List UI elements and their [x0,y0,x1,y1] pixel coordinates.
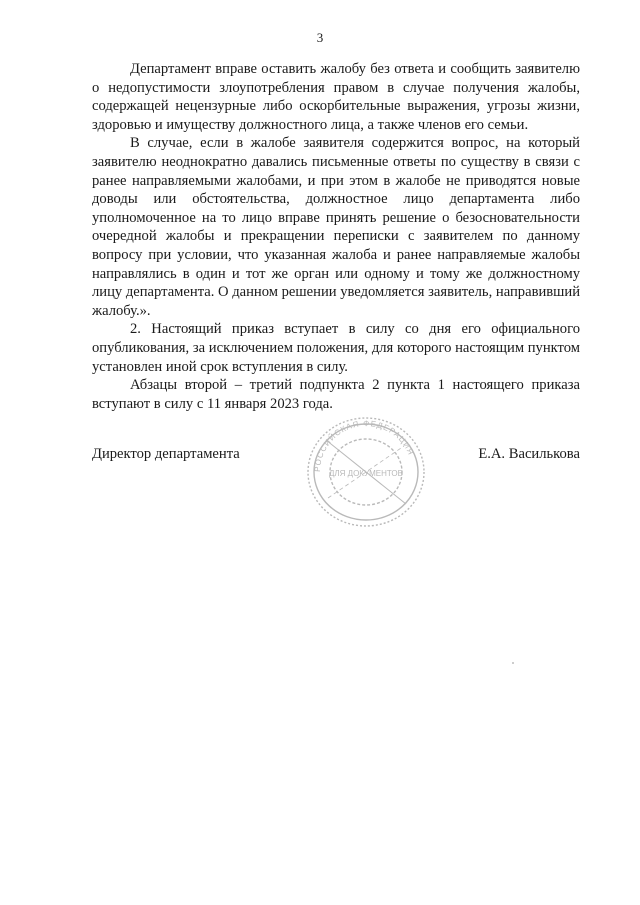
page-number: 3 [316,30,324,45]
signatory-position: Директор департамента [92,446,240,462]
paragraph-deferred-provisions: Абзацы второй – третий подпункта 2 пункта 1 настоящего приказа вступают в силу с 11 января 2023 года. [92,377,580,412]
paragraph-entry-into-force: 2. Настоящий приказ вступает в силу со дня его официального опубликования, за исключением положения, для которого настоящим пунктом установлен иной срок вступления в силу. [92,321,580,375]
scan-artifact [512,662,514,664]
svg-text:РОССИЙСКАЯ ФЕДЕРАЦИЯ [313,419,416,472]
paragraph-repeated-complaints: В случае, если в жалобе заявителя содержится вопрос, на который заявителю неоднократно давались письменные ответы по существу в связи с ранее направляемыми жалобами, и при этом в жалобе не приводятся новые доводы или обстоятельства, должностное лицо департамента либо уполномоченное на то лицо вправе принять решение о безосновательности очередной жалобы и прекращении переписки с заявителем по данному вопросу при условии, что указанная жалоба и ранее направляемые жалобы направлялись в один и тот же орган или одному и тому же должностному лицу департамента. О данном решении уведомляется заявитель, направивший жалобу.». [92,135,581,319]
official-seal-stamp [298,410,434,534]
seal-center-text: ДЛЯ ДОКУМЕНТОВ [328,469,404,478]
signatory-name: Е.А. Василькова [478,446,580,462]
paragraph-refusal-grounds: Департамент вправе оставить жалобу без ответа и сообщить заявителю о недопустимости злоупотребления правом в случае получения жалобы, содержащей нецензурные либо оскорбительные выражения, угрозы жизни, здоровью и имуществу должностного лица, а также членов его семьи. [92,61,580,133]
seal-ring-text: РОССИЙСКАЯ ФЕДЕРАЦИЯ [312,418,416,473]
document-body [92,60,580,413]
